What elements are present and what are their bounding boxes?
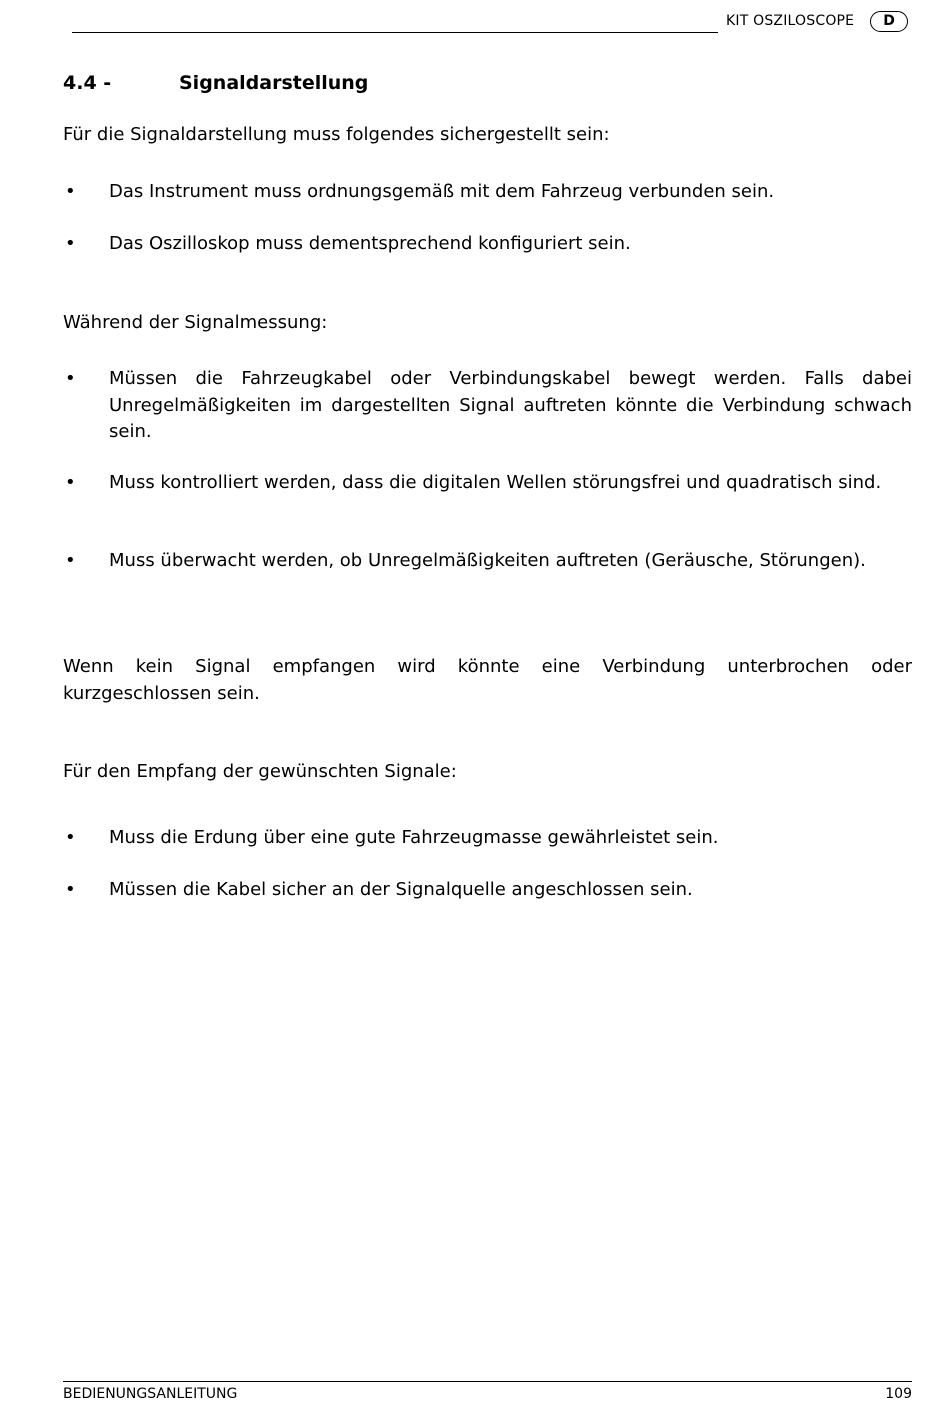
list-item — [63, 231, 912, 258]
list-item-text: Muss die Erdung über eine gute Fahrzeugmasse gewährleistet sein. — [109, 827, 719, 848]
reception-intro: Für den Empfang der gewünschten Signale: — [63, 761, 457, 782]
bullet-icon: • — [65, 472, 76, 493]
bullet-icon: • — [65, 181, 76, 202]
list-item — [63, 548, 912, 575]
header-title: KIT OSZILOSCOPE — [726, 13, 855, 29]
page-header — [72, 8, 912, 40]
list-item — [63, 825, 912, 852]
list-item-text: Muss überwacht werden, ob Unregelmäßigkeiten auftreten (Geräusche, Störungen). — [109, 550, 866, 571]
list-item — [63, 366, 912, 446]
bullet-icon: • — [65, 368, 76, 389]
list-item — [63, 877, 912, 904]
header-rule — [72, 32, 718, 33]
no-signal-note: Wenn kein Signal empfangen wird könnte eine Verbindung unterbrochen oder kurzgeschlossen sein. — [63, 656, 912, 704]
intro-paragraph: Für die Signaldarstellung muss folgendes sichergestellt sein: — [63, 124, 610, 145]
measurement-intro: Während der Signalmessung: — [63, 312, 328, 333]
footer-label: BEDIENUNGSANLEITUNG — [63, 1386, 238, 1402]
list-item-text: Das Instrument muss ordnungsgemäß mit dem Fahrzeug verbunden sein. — [109, 181, 775, 202]
list-item-text: Das Oszilloskop muss dementsprechend konfiguriert sein. — [109, 233, 631, 254]
page-footer — [63, 1381, 912, 1402]
section-number: 4.4 - — [63, 72, 112, 94]
list-item-text: Müssen die Fahrzeugkabel oder Verbindungskabel bewegt werden. Falls dabei Unregelmäßigkeiten im dargestellten Signal auftreten könnte die Verbindung schwach sein. — [109, 368, 912, 442]
bullet-icon: • — [65, 550, 76, 571]
bullet-icon: • — [65, 879, 76, 900]
section-heading — [63, 70, 368, 97]
section-title: Signaldarstellung — [179, 72, 369, 94]
list-item-text: Muss kontrolliert werden, dass die digitalen Wellen störungsfrei und quadratisch sind. — [109, 472, 882, 493]
list-item-text: Müssen die Kabel sicher an der Signalquelle angeschlossen sein. — [109, 879, 693, 900]
list-item — [63, 470, 912, 497]
bullet-icon: • — [65, 827, 76, 848]
list-item — [63, 179, 912, 206]
bullet-icon: • — [65, 233, 76, 254]
language-badge: D — [870, 11, 908, 32]
page-number: 109 — [885, 1386, 912, 1402]
